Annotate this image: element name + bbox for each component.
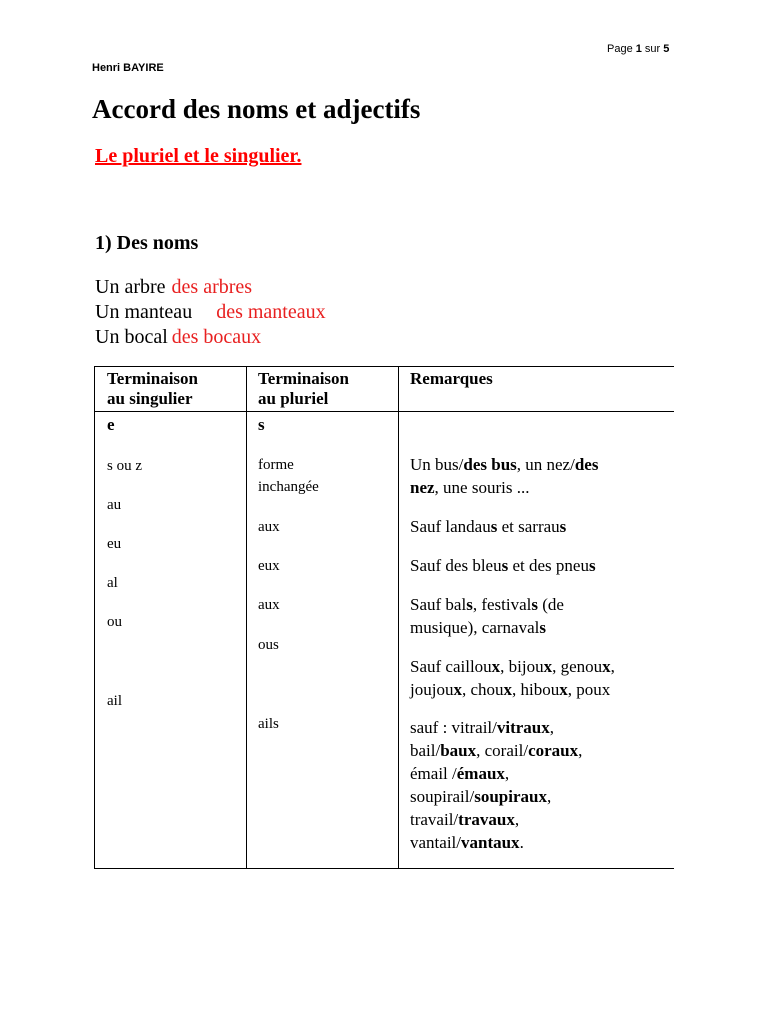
plural-ending: forme inchangée: [258, 457, 319, 495]
author-name: Henri BAYIRE: [92, 62, 164, 74]
header-remarks: Remarques: [410, 369, 493, 388]
example-plural: des bocaux: [171, 326, 262, 348]
example-plural: des arbres: [171, 276, 253, 298]
remark: Sauf cailloux, bijoux, genoux, joujoux, choux, hiboux, poux: [410, 657, 615, 699]
table-bottom-border: [94, 868, 674, 869]
table-header-border: [94, 411, 674, 412]
singular-ending: au: [107, 497, 122, 513]
singular-ending: s ou z: [107, 458, 142, 474]
example-line: [95, 325, 261, 349]
singular-ending: eu: [107, 536, 122, 552]
plural-ending: eux: [258, 558, 280, 574]
table-top-border: [94, 366, 674, 367]
example-line: [95, 300, 326, 324]
remark: Un bus/des bus, un nez/des nez, une souris ...: [410, 455, 599, 497]
remark: Sauf des bleus et des pneus: [410, 556, 596, 575]
plural-ending: ous: [258, 637, 279, 653]
plural-ending: ails: [258, 716, 279, 732]
singular-ending: al: [107, 575, 118, 591]
example-singular: Un bocal: [95, 326, 168, 348]
table-col-divider: [398, 366, 399, 869]
header-singular: Terminaison au singulier: [107, 369, 199, 408]
page-number: Page 1 sur 5: [607, 43, 670, 55]
singular-ending: e: [107, 415, 115, 434]
remark: Sauf bals, festivals (de musique), carnavals: [410, 595, 564, 637]
header-plural: Terminaison au pluriel: [258, 369, 350, 408]
table-left-border: [94, 366, 95, 869]
plural-ending: aux: [258, 519, 280, 535]
remark: sauf : vitrail/vitraux, bail/baux, corail/coraux, émail /émaux, soupirail/soupiraux, travail/travaux, vantail/vantaux.: [410, 718, 583, 852]
document-title: Accord des noms et adjectifs: [92, 94, 421, 124]
plural-ending: aux: [258, 597, 280, 613]
table-col-divider: [246, 366, 247, 869]
section-heading: 1) Des noms: [95, 232, 199, 254]
singular-ending: ou: [107, 614, 122, 630]
document-subtitle: Le pluriel et le singulier.: [95, 145, 302, 167]
singular-ending: ail: [107, 693, 122, 709]
example-singular: Un arbre: [95, 276, 166, 298]
example-line: [95, 275, 252, 299]
remark: Sauf landaus et sarraus: [410, 517, 567, 536]
plural-ending: s: [258, 415, 265, 434]
example-plural: des manteaux: [216, 301, 326, 323]
example-singular: Un manteau: [95, 301, 193, 323]
